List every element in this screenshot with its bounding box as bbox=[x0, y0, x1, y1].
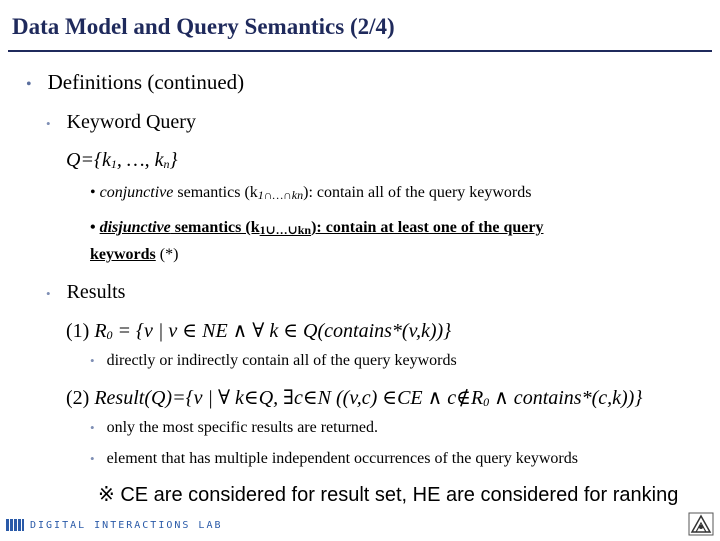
r1-note bbox=[90, 352, 457, 370]
lab-logo-icon bbox=[6, 519, 24, 531]
bullet-dot-icon: • bbox=[90, 353, 95, 368]
conjunctive-line bbox=[90, 184, 531, 203]
q-sub-1: 1 bbox=[110, 157, 117, 171]
lab-logo bbox=[6, 519, 223, 531]
r2-note-2-text: element that has multiple independent occurrences of the query keywords bbox=[106, 450, 578, 467]
conjunctive-text-b: ): contain all of the query keywords bbox=[303, 184, 532, 201]
r2-expression-a: Result(Q)={v | ∀ k∈Q, ∃c∈N ((v,c) ∈CE ∧ c∉R bbox=[94, 387, 484, 409]
disjunctive-text-a: semantics (k bbox=[170, 219, 260, 236]
r1-number: (1) bbox=[66, 320, 95, 342]
bullet-keyword-query bbox=[46, 111, 196, 134]
disjunctive-line-2 bbox=[90, 246, 178, 264]
r2-note-2 bbox=[90, 450, 578, 468]
lab-name: DIGITAL INTERACTIONS LAB bbox=[30, 519, 223, 531]
bullet-dot-icon: • bbox=[90, 184, 96, 201]
disj-formula: 1∪…∪kn bbox=[259, 223, 312, 237]
q-sub-n: n bbox=[163, 157, 170, 171]
results-label: Results bbox=[66, 281, 126, 303]
conjunctive-text-a: semantics (k bbox=[173, 184, 258, 201]
footnote: ※ CE are considered for result set, HE are considered for ranking bbox=[98, 484, 679, 506]
query-definition bbox=[66, 149, 178, 172]
resultq-formula bbox=[66, 385, 642, 410]
disjunctive-line bbox=[90, 219, 544, 238]
university-seal-icon bbox=[688, 512, 714, 536]
r2-note-1-text: only the most specific results are returned. bbox=[106, 419, 379, 436]
bullet-dot-icon: • bbox=[90, 219, 96, 236]
slide-title: Data Model and Query Semantics (2/4) bbox=[12, 14, 395, 39]
bullet-dot-icon: • bbox=[90, 420, 95, 435]
conj-formula: 1∩…∩kn bbox=[257, 188, 304, 202]
asterisk-note: (*) bbox=[155, 246, 179, 263]
bullet-dot-icon: • bbox=[90, 451, 95, 466]
r2-note-1 bbox=[90, 419, 378, 437]
keyword-query-label: Keyword Query bbox=[66, 111, 196, 133]
conjunctive-word: conjunctive bbox=[99, 184, 174, 201]
bullet-dot-icon: • bbox=[26, 76, 32, 93]
r1-note-text: directly or indirectly contain all of the query keywords bbox=[106, 352, 457, 369]
r1-sub: 0 bbox=[106, 328, 113, 342]
q-prefix: Q={k bbox=[66, 149, 111, 171]
definitions-label: Definitions (continued) bbox=[47, 70, 245, 94]
r1-symbol: R bbox=[94, 320, 107, 342]
r0-formula bbox=[66, 318, 451, 343]
q-end: } bbox=[169, 149, 178, 171]
r2-expression-b: ∧ contains*(c,k))} bbox=[489, 387, 643, 409]
bullet-dot-icon: • bbox=[46, 116, 51, 131]
bullet-definitions bbox=[26, 70, 244, 95]
title-rule bbox=[8, 50, 712, 52]
r2-number: (2) bbox=[66, 387, 95, 409]
bullet-dot-icon: • bbox=[46, 286, 51, 301]
r1-expression: = {v | v ∈ NE ∧ ∀ k ∈ Q(contains*(v,k))} bbox=[112, 320, 452, 342]
r2-sub: 0 bbox=[483, 395, 490, 409]
keywords-word: keywords bbox=[90, 246, 156, 263]
disjunctive-word: disjunctive bbox=[99, 219, 171, 236]
q-mid: , …, k bbox=[116, 149, 164, 171]
disjunctive-text-b: ): contain at least one of the query bbox=[311, 219, 544, 236]
bullet-results bbox=[46, 281, 125, 304]
